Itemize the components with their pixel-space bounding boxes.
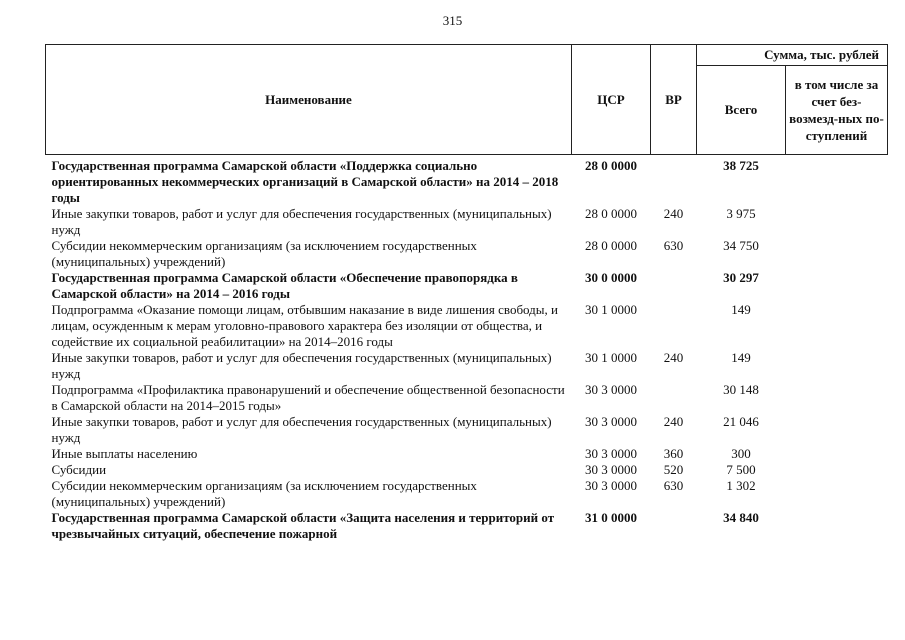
- row-vr: 240: [663, 350, 684, 365]
- row-csr: 31 0 0000: [585, 510, 637, 525]
- row-name: Иные закупки товаров, работ и услуг для обеспечения государственных (муниципальных) нужд: [51, 414, 552, 445]
- row-vr: 240: [663, 414, 684, 429]
- row-incl-free: [786, 462, 888, 478]
- row-total: 149: [731, 350, 751, 365]
- row-total: 149: [731, 302, 751, 317]
- row-total: 38 725: [723, 158, 759, 173]
- row-incl-free: [786, 155, 888, 207]
- row-csr: 28 0 0000: [585, 158, 637, 173]
- row-total: 1 302: [726, 478, 756, 493]
- row-incl-free: [786, 350, 888, 382]
- row-incl-free: [786, 446, 888, 462]
- row-total: 34 750: [723, 238, 759, 253]
- row-csr: 30 3 0000: [585, 478, 637, 493]
- row-incl-free: [786, 414, 888, 446]
- table-header: [46, 45, 888, 155]
- row-vr: [651, 270, 697, 302]
- row-name: Подпрограмма «Профилактика правонарушений и обеспечение общественной безопасности в Самарской области на 2014–2015 годы»: [51, 382, 565, 413]
- row-name: Субсидии некоммерческим организациям (за исключением государственных (муниципальных) учреждений): [51, 478, 477, 509]
- row-incl-free: [786, 382, 888, 414]
- row-vr: [651, 382, 697, 414]
- budget-table: [45, 44, 888, 542]
- row-name: Подпрограмма «Оказание помощи лицам, отбывшим наказание в виде лишения свободы, и лицам, осужденным к мерам уголовно-правового характера без изоляции от общества, и содействие их социальной реабилитации» на 2014–2016 годы: [51, 302, 558, 349]
- row-name: Государственная программа Самарской области «Поддержка социально ориентированных некоммерческих организаций в Самарской области» на 2014 – 2018 годы: [51, 158, 559, 205]
- page-number: 315: [442, 13, 463, 28]
- header-csr: ЦСР: [572, 45, 651, 155]
- row-incl-free: [786, 238, 888, 270]
- row-vr: 630: [663, 238, 684, 253]
- table-body: [46, 155, 888, 543]
- row-vr: 240: [663, 206, 684, 221]
- table-row: [46, 382, 888, 414]
- row-name: Иные закупки товаров, работ и услуг для обеспечения государственных (муниципальных) нужд: [51, 350, 552, 381]
- row-total: 3 975: [726, 206, 756, 221]
- row-total: 7 500: [726, 462, 756, 477]
- row-incl-free: [786, 302, 888, 350]
- table-row: [46, 155, 888, 207]
- table-row: [46, 238, 888, 270]
- row-total: 300: [731, 446, 751, 461]
- header-vr: ВР: [651, 45, 697, 155]
- table-row: [46, 206, 888, 238]
- row-total: 34 840: [723, 510, 759, 525]
- row-vr: [651, 155, 697, 207]
- header-sum-group: Сумма, тыс. рублей: [697, 45, 888, 66]
- row-total: 21 046: [723, 414, 759, 429]
- row-name: Государственная программа Самарской области «Защита населения и территорий от чрезвычайных ситуаций, обеспечение пожарной: [51, 510, 555, 541]
- row-incl-free: [786, 270, 888, 302]
- row-vr: [651, 302, 697, 350]
- table-row: [46, 414, 888, 446]
- header-total: Всего: [697, 66, 786, 155]
- row-csr: 30 0 0000: [585, 270, 637, 285]
- row-csr: 28 0 0000: [585, 238, 637, 253]
- row-csr: 30 1 0000: [585, 302, 637, 317]
- row-csr: 30 1 0000: [585, 350, 637, 365]
- table-row: [46, 302, 888, 350]
- header-incl-free: в том числе за счет без-возмезд-ных по-ступлений: [786, 66, 888, 155]
- table-row: [46, 478, 888, 510]
- row-incl-free: [786, 478, 888, 510]
- header-name: Наименование: [46, 45, 572, 155]
- row-incl-free: [786, 206, 888, 238]
- row-name: Субсидии: [51, 462, 107, 477]
- row-name: Иные закупки товаров, работ и услуг для обеспечения государственных (муниципальных) нужд: [51, 206, 552, 237]
- row-csr: 30 3 0000: [585, 382, 637, 397]
- row-vr: [651, 510, 697, 542]
- row-csr: 30 3 0000: [585, 414, 637, 429]
- table-row: [46, 270, 888, 302]
- row-name: Иные выплаты населению: [51, 446, 198, 461]
- table-row: [46, 510, 888, 542]
- row-incl-free: [786, 510, 888, 542]
- row-csr: 30 3 0000: [585, 446, 637, 461]
- row-name: Государственная программа Самарской области «Обеспечение правопорядка в Самарской области» на 2014 – 2016 годы: [51, 270, 518, 301]
- row-csr: 28 0 0000: [585, 206, 637, 221]
- table-row: [46, 350, 888, 382]
- row-vr: 520: [663, 462, 684, 477]
- row-total: 30 148: [723, 382, 759, 397]
- row-name: Субсидии некоммерческим организациям (за исключением государственных (муниципальных) учреждений): [51, 238, 477, 269]
- table-row: [46, 462, 888, 478]
- row-total: 30 297: [723, 270, 759, 285]
- row-csr: 30 3 0000: [585, 462, 637, 477]
- row-vr: 360: [663, 446, 684, 461]
- table-row: [46, 446, 888, 462]
- row-vr: 630: [663, 478, 684, 493]
